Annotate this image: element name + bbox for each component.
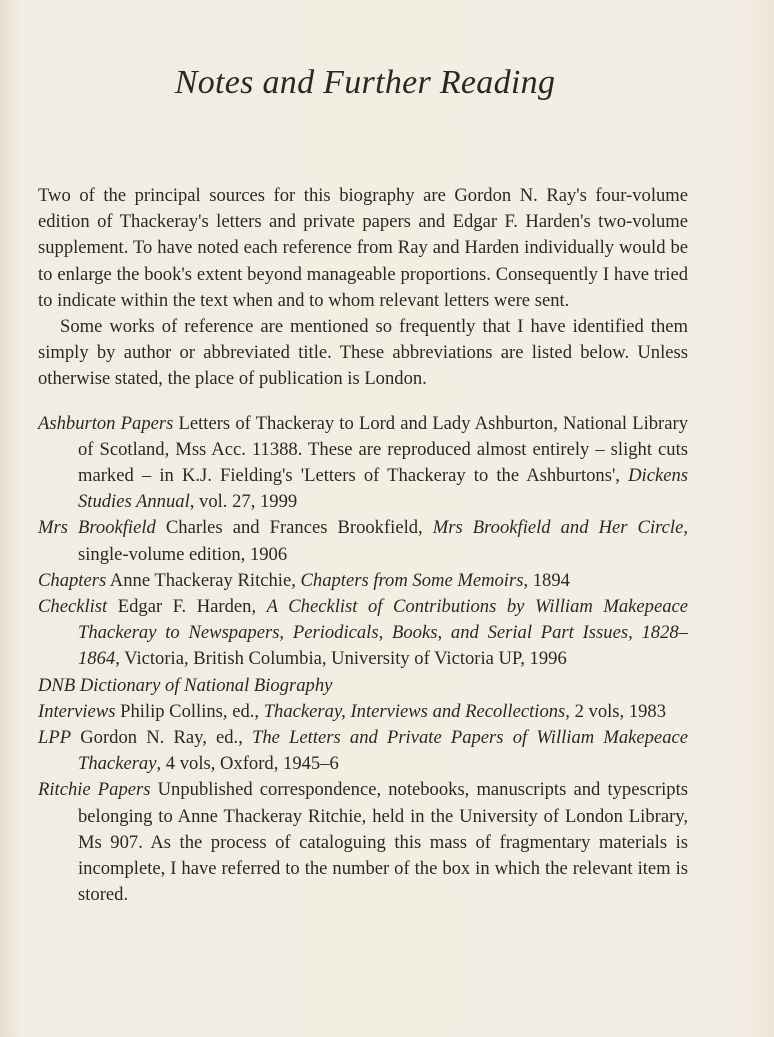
abbreviation-entry: [38, 777, 688, 908]
abbreviation-key: DNB: [38, 674, 76, 696]
abbreviation-entry: [38, 515, 688, 567]
entry-text: , 4 vols, Oxford, 1945–6: [156, 753, 339, 775]
entry-italic: Mrs Brookfield and Her Circle: [432, 517, 684, 539]
entry-text: Gordon N. Ray, ed.,: [71, 727, 253, 749]
entry-text: Unpublished correspondence, notebooks, manuscripts and typescripts belonging to Anne Thackeray Ritchie, held in the University of London Library, Ms 907. As the process of cataloguing this mass of fragmentary materials is incomplete, I have referred to the number of the box in which the relevant item is stored.: [78, 779, 689, 906]
abbreviation-key: Checklist: [38, 596, 108, 618]
entry-italic: Chapters from Some Memoirs: [300, 569, 524, 591]
entry-text: , Victoria, British Columbia, University of Victoria UP, 1996: [115, 648, 567, 670]
abbreviation-key: LPP: [38, 727, 72, 749]
abbreviation-key: Mrs Brookfield: [38, 517, 156, 539]
entry-text: , 1894: [523, 569, 570, 591]
entry-italic: The Letters and Private Papers of William Makepeace Thackeray: [78, 727, 688, 775]
abbreviation-key: Ashburton Papers: [38, 412, 174, 434]
abbreviation-entry: [38, 568, 688, 594]
abbreviation-entry: [38, 699, 688, 725]
abbreviation-entry: [38, 725, 688, 777]
page-body: [38, 183, 688, 908]
entry-text: , 2 vols, 1983: [565, 700, 667, 722]
entry-text: Letters of Thackeray to Lord and Lady Ashburton, National Library of Scotland, Mss Acc. 11388. These are reproduced almost entirely – slight cuts marked – in K.J. Fielding's 'Letters of Thackeray to the Ashburtons',: [78, 412, 688, 487]
entry-italic: Dickens Studies Annual: [78, 465, 688, 513]
abbreviation-entry: [38, 411, 688, 516]
entry-text: , single-volume edition, 1906: [78, 517, 688, 565]
intro-paragraph-2: Some works of reference are mentioned so frequently that I have identified them simply by author or abbreviated title. These abbreviations are listed below. Unless otherwise stated, the place of publication is London.: [38, 316, 688, 390]
abbreviation-key: Interviews: [38, 700, 116, 722]
entry-italic: Dictionary of National Biography: [79, 674, 333, 696]
entry-text: Charles and Frances Brookfield,: [155, 517, 433, 539]
abbreviation-entry: [38, 594, 688, 673]
abbreviation-entry: [38, 673, 688, 699]
entry-text: , vol. 27, 1999: [189, 491, 298, 513]
intro-paragraph-1: Two of the principal sources for this biography are Gordon N. Ray's four-volume edition of Thackeray's letters and private papers and Edgar F. Harden's two-volume supplement. To have noted each reference from Ray and Harden individually would be to enlarge the book's extent beyond manageable proportions. Consequently I have tried to indicate within the text when and to whom relevant letters were sent.: [38, 185, 688, 311]
entry-italic: A Checklist of Contributions by William Makepeace Thackeray to Newspapers, Periodicals, Books, and Serial Part Issues, 1828–1864: [78, 596, 689, 670]
entry-text: Edgar F. Harden,: [107, 596, 267, 618]
page-title: Notes and Further Reading: [174, 64, 556, 101]
entry-text: Philip Collins, ed.,: [115, 700, 264, 722]
entry-text: Anne Thackeray Ritchie,: [106, 569, 301, 591]
abbreviation-key: Ritchie Papers: [38, 779, 151, 801]
section-gap: [38, 393, 688, 411]
abbreviation-key: Chapters: [38, 569, 107, 591]
entry-italic: Thackeray, Interviews and Recollections: [263, 700, 566, 722]
